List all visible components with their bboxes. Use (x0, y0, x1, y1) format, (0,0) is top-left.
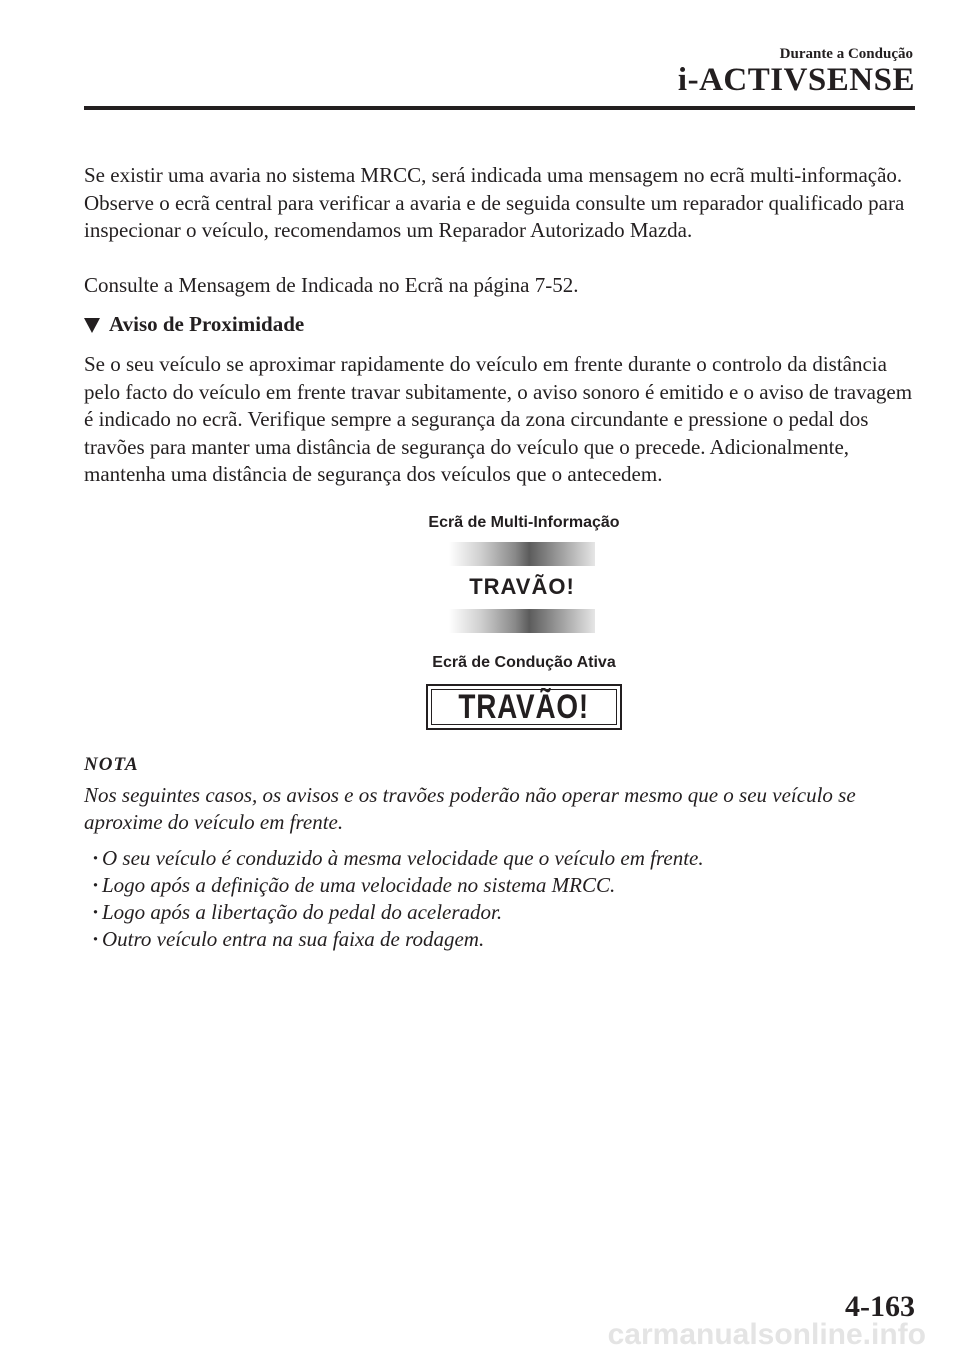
page-number: 4-163 (845, 1290, 915, 1323)
watermark: carmanualsonline.info (607, 1318, 926, 1351)
bullet-icon: · (92, 846, 100, 870)
paragraph-reference: Consulte a Mensagem de Indicada no Ecrã na página 7-52. (84, 273, 579, 297)
nota-list (92, 845, 704, 953)
active-driving-warning: TRAVÃO! (458, 687, 590, 726)
multi-information-warning: TRAVÃO! (469, 574, 575, 599)
section-heading-text: Aviso de Proximidade (109, 312, 305, 336)
list-item: · Logo após a libertação do pedal do acelerador. (92, 900, 503, 924)
header-chapter-title: i-ACTIVSENSE (677, 62, 915, 98)
figure-label-multi-information: Ecrã de Multi-Informação (428, 514, 620, 531)
triangle-down-icon (84, 318, 100, 333)
bullet-icon: · (92, 873, 100, 897)
nota-text: Nos seguintes casos, os avisos e os travões poderão não operar mesmo que o seu veículo se aproxime do veículo em frente. (84, 783, 856, 834)
figure-label-active-driving: Ecrã de Condução Ativa (432, 654, 616, 671)
display-gradient-top (449, 542, 595, 566)
list-item: · Logo após a definição de uma velocidade no sistema MRCC. (92, 873, 616, 897)
list-item: · O seu veículo é conduzido à mesma velocidade que o veículo em frente. (92, 846, 704, 870)
header-rule (84, 106, 915, 110)
paragraph-proximity-warning: Se o seu veículo se aproximar rapidamente do veículo em frente durante o controlo da distância pelo facto do veículo em frente travar subitamente, o aviso sonoro é emitido e o aviso de travagem é indicado no ecrã. Verifique sempre a segurança da zona circundante e pressione o pedal dos travões para manter uma distância de segurança do veículo que o precede. Adicionalmente, mantenha uma distância de segurança dos veículos que o antecedem. (84, 352, 913, 486)
nota-title: NOTA (84, 754, 139, 775)
active-driving-display (426, 684, 622, 730)
bullet-icon: · (92, 900, 100, 924)
list-item: · Outro veículo entra na sua faixa de rodagem. (92, 927, 485, 951)
paragraph-mrcc-failure: Se existir uma avaria no sistema MRCC, será indicada uma mensagem no ecrã multi-informação. Observe o ecrã central para verificar a avaria e de seguida consulte um reparador qualificado para inspecionar o veículo, recomendamos um Reparador Autorizado Mazda. (84, 163, 905, 242)
section-heading (84, 311, 304, 338)
bullet-icon: · (92, 927, 100, 951)
display-gradient-bottom (449, 609, 595, 633)
header-section-title: Durante a Condução (779, 46, 913, 62)
